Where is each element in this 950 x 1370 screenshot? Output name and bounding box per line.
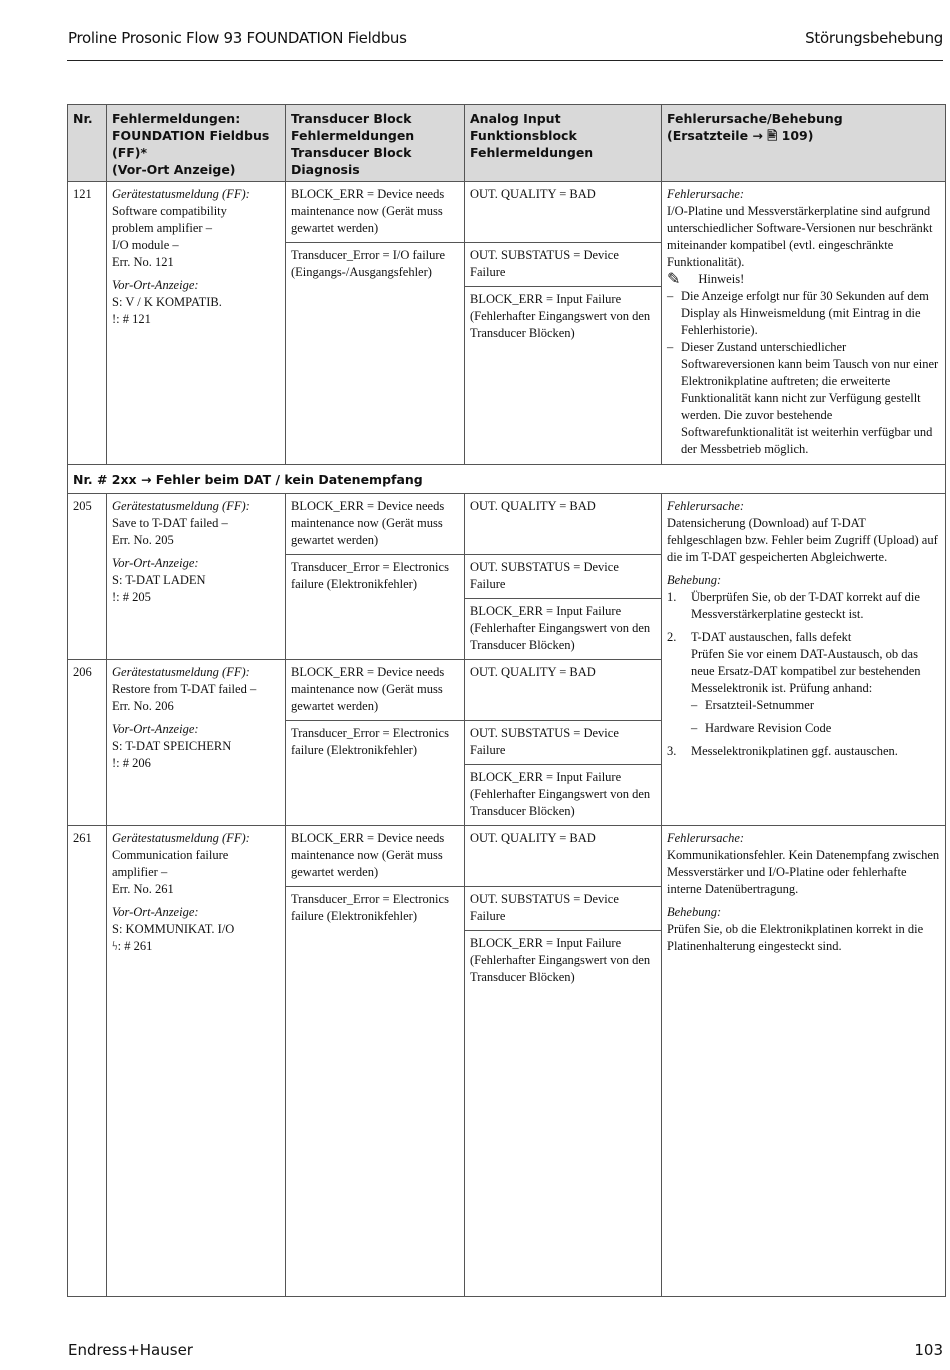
col-header-nr: Nr. xyxy=(68,105,107,182)
ai-block-err: BLOCK_ERR = Input Failure (Fehlerhafter Eingangswert von den Transducer Blöcken) xyxy=(465,599,662,660)
ai-block-err: BLOCK_ERR = Input Failure (Fehlerhafter Eingangswert von den Transducer Blöcken) xyxy=(465,287,662,465)
section-title: Nr. # 2xx → Fehler beim DAT / kein Datenempfang xyxy=(68,465,946,494)
transducer-error: Transducer_Error = Electronics failure (Elektronikfehler) xyxy=(286,887,465,1297)
ai-quality: OUT. QUALITY = BAD xyxy=(465,826,662,887)
row-number: 261 xyxy=(68,826,107,1297)
ai-substatus: OUT. SUBSTATUS = Device Failure xyxy=(465,721,662,765)
transducer-error: Transducer_Error = I/O failure (Eingangs-/Ausgangsfehler) xyxy=(286,243,465,465)
header-rule xyxy=(67,60,943,61)
ai-substatus: OUT. SUBSTATUS = Device Failure xyxy=(465,555,662,599)
ai-quality: OUT. QUALITY = BAD xyxy=(465,182,662,243)
table-header-row xyxy=(68,105,946,182)
transducer-block-err: BLOCK_ERR = Device needs maintenance now (Gerät muss gewartet werden) xyxy=(286,660,465,721)
col-header-analog-input: Analog Input Funktionsblock Fehlermeldungen xyxy=(465,105,662,182)
error-table xyxy=(67,104,946,1297)
cause-remedy-cell: Fehlerursache: Kommunikationsfehler. Kein Datenempfang zwischen Messverstärker und I/O-Platine oder fehlerhafte interne Datenübertragung. Behebung: Prüfen Sie, ob die Elektronikplatinen korrekt in die Platinenhalterung eingesteckt sind. xyxy=(662,826,946,1297)
table-row-121 xyxy=(68,182,946,243)
transducer-block-err: BLOCK_ERR = Device needs maintenance now (Gerät muss gewartet werden) xyxy=(286,826,465,887)
ai-quality: OUT. QUALITY = BAD xyxy=(465,494,662,555)
transducer-error: Transducer_Error = Electronics failure (Elektronikfehler) xyxy=(286,555,465,660)
transducer-error: Transducer_Error = Electronics failure (Elektronikfehler) xyxy=(286,721,465,826)
pencil-note-icon: ✎ xyxy=(667,271,681,288)
row-number: 206 xyxy=(68,660,107,826)
transducer-block-err: BLOCK_ERR = Device needs maintenance now (Gerät muss gewartet werden) xyxy=(286,494,465,555)
ai-substatus: OUT. SUBSTATUS = Device Failure xyxy=(465,243,662,287)
ai-substatus: OUT. SUBSTATUS = Device Failure xyxy=(465,887,662,931)
cause-remedy-cell: Fehlerursache: Datensicherung (Download) auf T-DAT fehlgeschlagen bzw. Fehler beim Zugriff (Upload) auf die im T-DAT gespeicherten Abgleichwerte. Behebung: 1. Überprüfen Sie, ob der T-DAT korrekt auf die Messverstärkerplatine gesteckt ist. 2. T-DAT austauschen, falls defekt Prüfen Sie vor einem DAT-Austausch, ob das neue Ersatz-DAT kompatibel zur bestehenden Messelektronik ist. Prüfung anhand: – Ersatzteil-Setnummer – Hardware Revision Code 3. Messelektronikplatinen ggf. austauschen. xyxy=(662,494,946,826)
table-row-205 xyxy=(68,494,946,555)
header-title: Proline Prosonic Flow 93 FOUNDATION Fieldbus xyxy=(68,29,407,47)
status-message-cell: Gerätestatusmeldung (FF): Communication failure amplifier – Err. No. 261 Vor-Ort-Anzeige: S: KOMMUNIKAT. I/O ϟ: # 261 xyxy=(107,826,286,1297)
table-row-261 xyxy=(68,826,946,887)
ai-block-err: BLOCK_ERR = Input Failure (Fehlerhafter Eingangswert von den Transducer Blöcken) xyxy=(465,765,662,826)
col-header-ff-messages: Fehlermeldungen: FOUNDATION Fieldbus (FF)* (Vor-Ort Anzeige) xyxy=(107,105,286,182)
status-message-cell: Gerätestatusmeldung (FF): Save to T-DAT failed – Err. No. 205 Vor-Ort-Anzeige: S: T-DAT LADEN !: # 205 xyxy=(107,494,286,660)
status-message-cell: Gerätestatusmeldung (FF): Software compatibility problem amplifier – I/O module – Err. No. 121 Vor-Ort-Anzeige: S: V / K KOMPATIB. !: # 121 xyxy=(107,182,286,465)
ai-quality: OUT. QUALITY = BAD xyxy=(465,660,662,721)
col-header-cause: Fehlerursache/Behebung (Ersatzteile → 🖹 109) xyxy=(662,105,946,182)
status-message-cell: Gerätestatusmeldung (FF): Restore from T-DAT failed – Err. No. 206 Vor-Ort-Anzeige: S: T-DAT SPEICHERN !: # 206 xyxy=(107,660,286,826)
section-row-2xx xyxy=(68,465,946,494)
page-number: 103 xyxy=(914,1341,943,1359)
header-section: Störungsbehebung xyxy=(805,29,943,47)
cause-remedy-cell: Fehlerursache: I/O-Platine und Messverstärkerplatine sind aufgrund unterschiedlicher Software-Versionen nur beschränkt miteinander kompatibel (evtl. eingeschränkte Funktionalität). ✎ Hinweis! – Die Anzeige erfolgt nur für 30 Sekunden auf dem Display als Hinweismeldung (mit Eintrag in die Fehlerhistorie). – Dieser Zustand unterschiedlicher Softwareversionen kann beim Tausch von nur einer Elektronikplatine auftreten; die erweiterte Funktionalität kann nicht zur Verfügung gestellt werden. Die zuvor bestehende Softwarefunktionalität ist weiterhin verfügbar und der Messbetrieb möglich. xyxy=(662,182,946,465)
row-number: 121 xyxy=(68,182,107,465)
footer-brand: Endress+Hauser xyxy=(68,1341,193,1359)
ai-block-err: BLOCK_ERR = Input Failure (Fehlerhafter Eingangswert von den Transducer Blöcken) xyxy=(465,931,662,1297)
transducer-block-err: BLOCK_ERR = Device needs maintenance now (Gerät muss gewartet werden) xyxy=(286,182,465,243)
col-header-transducer: Transducer Block Fehlermeldungen Transducer Block Diagnosis xyxy=(286,105,465,182)
row-number: 205 xyxy=(68,494,107,660)
